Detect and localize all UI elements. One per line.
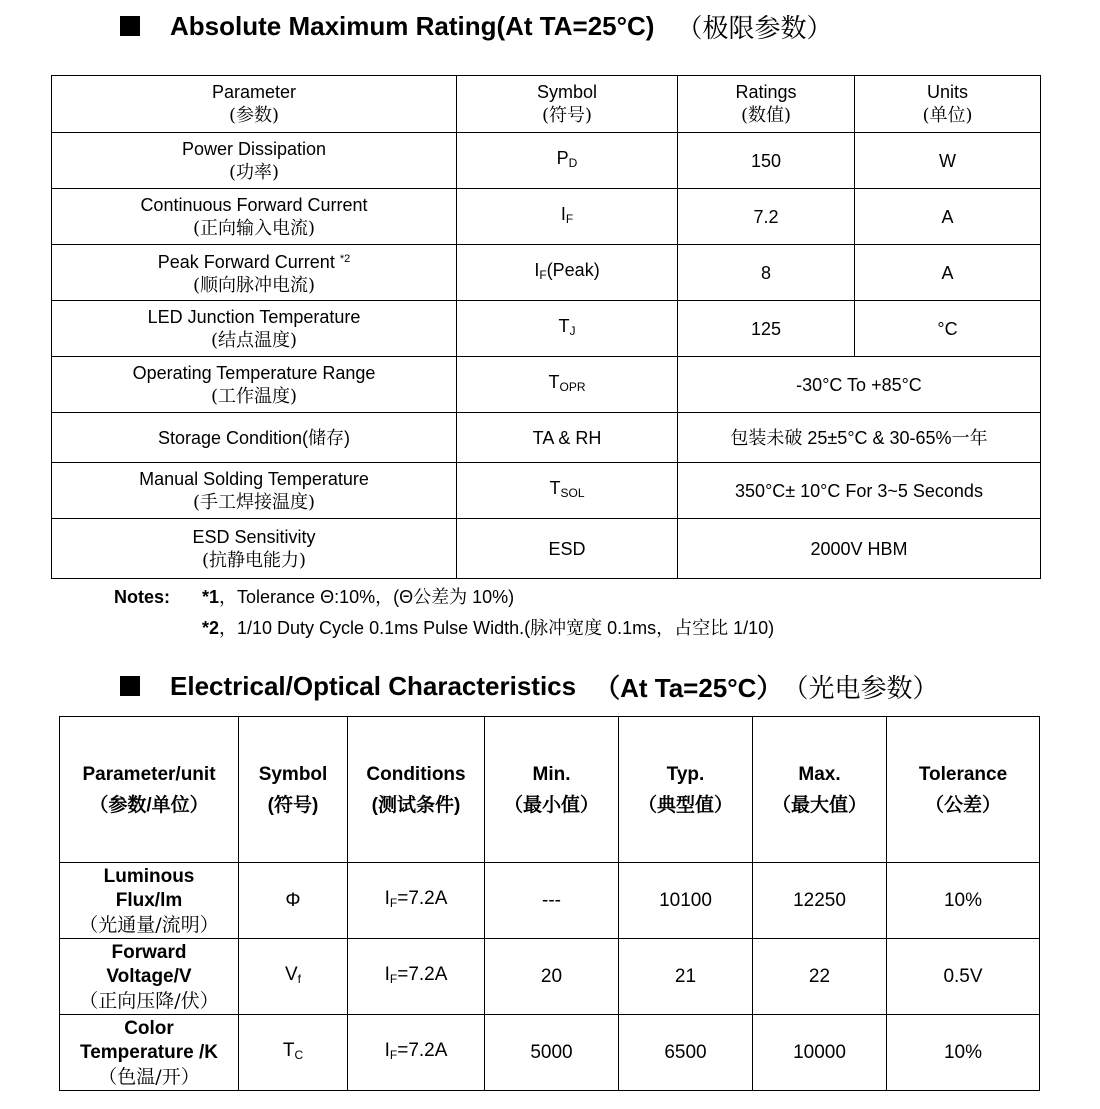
param-en: ESD Sensitivity bbox=[192, 526, 316, 547]
header-en: Parameter bbox=[211, 82, 297, 102]
condition: I bbox=[384, 963, 390, 985]
unit-cell: A bbox=[855, 245, 1041, 301]
header-en: Symbol bbox=[258, 763, 328, 785]
symbol: T bbox=[549, 478, 561, 498]
max-cell: 22 bbox=[753, 939, 887, 1015]
typ-cell: 21 bbox=[619, 939, 753, 1015]
param-cn: （正向压降/伏） bbox=[79, 989, 219, 1012]
param-line-1: Color bbox=[124, 1017, 174, 1039]
table-row bbox=[52, 301, 1041, 357]
unit-cell: W bbox=[855, 133, 1041, 189]
param-cell bbox=[52, 357, 457, 413]
unit-cell: °C bbox=[855, 301, 1041, 357]
param-line-2: Voltage/V bbox=[106, 965, 192, 987]
header-en: Ratings bbox=[735, 82, 797, 102]
section-title: Electrical/Optical Characteristics bbox=[170, 670, 577, 701]
param-en: Storage Condition(储存) bbox=[157, 427, 351, 448]
note-2 bbox=[114, 613, 774, 644]
header-en: Conditions bbox=[366, 763, 466, 785]
condition-sub: F bbox=[389, 971, 398, 986]
param-cell bbox=[52, 245, 457, 301]
param-line-2: Flux/lm bbox=[115, 889, 183, 911]
symbol: T bbox=[282, 1039, 295, 1061]
merged-value-cell: -30°C To +85°C bbox=[678, 357, 1041, 413]
param-cn: (工作温度) bbox=[210, 385, 298, 407]
merged-value-cell: 包装未破 25±5°C & 30-65%一年 bbox=[678, 413, 1041, 463]
note-1-key: *1 bbox=[202, 587, 220, 607]
header-cell bbox=[619, 717, 753, 863]
symbol-sub: J bbox=[569, 324, 576, 338]
header-cell bbox=[348, 717, 485, 863]
symbol-cell: ESD bbox=[457, 519, 678, 579]
tolerance-cell: 0.5V bbox=[887, 939, 1040, 1015]
header-cn: (参数) bbox=[228, 105, 280, 126]
table-row bbox=[52, 519, 1041, 579]
section-title-conditions: （At Ta=25°C） bbox=[594, 672, 783, 703]
symbol-cell: Φ bbox=[239, 863, 348, 939]
param-cn: (手工焊接温度) bbox=[192, 491, 316, 513]
min-cell: 5000 bbox=[485, 1015, 619, 1091]
symbol: T bbox=[548, 372, 560, 392]
header-cn: （最大值） bbox=[771, 794, 867, 816]
param-footnote: *2 bbox=[339, 253, 351, 265]
symbol: T bbox=[558, 316, 570, 336]
symbol-sub: F bbox=[565, 212, 574, 226]
condition-value: =7.2A bbox=[397, 963, 448, 985]
symbol-sub: C bbox=[294, 1047, 304, 1062]
param-cn: (抗静电能力) bbox=[201, 549, 307, 571]
symbol-cell bbox=[239, 1015, 348, 1091]
param-en: Operating Temperature Range bbox=[132, 362, 376, 383]
header-cell bbox=[60, 717, 239, 863]
note-1 bbox=[114, 582, 774, 613]
symbol: P bbox=[556, 148, 569, 168]
merged-value-cell: 2000V HBM bbox=[678, 519, 1041, 579]
header-cn: (符号) bbox=[541, 105, 593, 126]
rating-cell: 125 bbox=[678, 301, 855, 357]
notes bbox=[114, 582, 774, 644]
param-line-1: Luminous bbox=[103, 865, 195, 887]
header-cn: （公差） bbox=[924, 794, 1001, 816]
header-cn: （典型值） bbox=[637, 794, 733, 816]
section-title: Absolute Maximum Rating(At TA=25°C) bbox=[170, 10, 655, 41]
header-en: Units bbox=[926, 82, 968, 102]
header-en: Min. bbox=[532, 763, 571, 785]
symbol-cell bbox=[457, 301, 678, 357]
tolerance-cell: 10% bbox=[887, 863, 1040, 939]
header-cell bbox=[52, 76, 457, 133]
symbol-cell bbox=[457, 133, 678, 189]
param-cn: (功率) bbox=[228, 161, 280, 183]
table-header-row bbox=[52, 76, 1041, 133]
header-cn: (数值) bbox=[740, 105, 792, 126]
square-bullet-icon bbox=[120, 676, 140, 696]
param-line-2: Temperature /K bbox=[80, 1041, 218, 1063]
param-cn: (顺向脉冲电流) bbox=[192, 275, 316, 296]
header-cell bbox=[678, 76, 855, 133]
table-row bbox=[60, 863, 1040, 939]
param-cell bbox=[60, 1015, 239, 1091]
symbol-sub: SOL bbox=[560, 486, 585, 500]
table-row bbox=[52, 189, 1041, 245]
param-cn: （光通量/流明） bbox=[79, 913, 219, 936]
param-cell bbox=[52, 413, 457, 463]
table-row bbox=[52, 413, 1041, 463]
section-title-cn: （光电参数） bbox=[782, 673, 939, 704]
param-cell bbox=[52, 519, 457, 579]
param-cell bbox=[52, 133, 457, 189]
param-en: Continuous Forward Current bbox=[140, 194, 368, 215]
symbol: I bbox=[560, 204, 566, 224]
symbol: V bbox=[284, 963, 298, 985]
condition-cell bbox=[348, 1015, 485, 1091]
header-cell bbox=[239, 717, 348, 863]
condition-sub: F bbox=[389, 1047, 398, 1062]
param-cell bbox=[60, 863, 239, 939]
table-row bbox=[52, 245, 1041, 301]
param-cell bbox=[52, 301, 457, 357]
header-cn: (测试条件) bbox=[371, 794, 461, 816]
header-en: Parameter/unit bbox=[82, 763, 216, 785]
condition-cell bbox=[348, 939, 485, 1015]
symbol-sub: OPR bbox=[559, 380, 586, 394]
header-cell bbox=[753, 717, 887, 863]
symbol-sub: f bbox=[297, 971, 302, 986]
param-en: Power Dissipation bbox=[181, 138, 327, 159]
max-cell: 12250 bbox=[753, 863, 887, 939]
max-cell: 10000 bbox=[753, 1015, 887, 1091]
rating-cell: 150 bbox=[678, 133, 855, 189]
table-row bbox=[52, 133, 1041, 189]
symbol-suffix: (Peak) bbox=[546, 260, 600, 280]
symbol-sub: D bbox=[568, 156, 578, 170]
param-cell bbox=[52, 189, 457, 245]
symbol-cell bbox=[239, 939, 348, 1015]
condition-value: =7.2A bbox=[397, 887, 448, 909]
tolerance-cell: 10% bbox=[887, 1015, 1040, 1091]
merged-value-cell: 350°C± 10°C For 3~5 Seconds bbox=[678, 463, 1041, 519]
header-en: Typ. bbox=[666, 763, 705, 785]
section-heading-electrical bbox=[120, 666, 938, 706]
param-cell bbox=[60, 939, 239, 1015]
rating-cell: 8 bbox=[678, 245, 855, 301]
condition-value: =7.2A bbox=[397, 1039, 448, 1061]
condition-cell bbox=[348, 863, 485, 939]
param-line-1: Forward bbox=[111, 941, 187, 963]
header-cn: （参数/单位） bbox=[89, 794, 209, 816]
electrical-optical-table bbox=[59, 716, 1040, 1091]
condition-sub: F bbox=[389, 895, 398, 910]
param-cn: (正向输入电流) bbox=[192, 217, 316, 239]
absolute-max-rating-table bbox=[51, 75, 1041, 579]
symbol-cell bbox=[457, 245, 678, 301]
min-cell: --- bbox=[485, 863, 619, 939]
symbol-cell bbox=[457, 357, 678, 413]
min-cell: 20 bbox=[485, 939, 619, 1015]
symbol-cell: TA & RH bbox=[457, 413, 678, 463]
param-cell bbox=[52, 463, 457, 519]
section-title-cn: （极限参数） bbox=[676, 13, 833, 44]
table-row bbox=[60, 1015, 1040, 1091]
typ-cell: 10100 bbox=[619, 863, 753, 939]
section-heading-absolute bbox=[120, 6, 832, 46]
unit-cell: A bbox=[855, 189, 1041, 245]
condition: I bbox=[384, 1039, 390, 1061]
header-cell bbox=[485, 717, 619, 863]
square-bullet-icon bbox=[120, 16, 140, 36]
note-1-text: ，Tolerance Θ:10%，(Θ公差为 10%) bbox=[219, 587, 515, 607]
rating-cell: 7.2 bbox=[678, 189, 855, 245]
table-row bbox=[52, 463, 1041, 519]
condition: I bbox=[384, 887, 390, 909]
note-2-text: ，1/10 Duty Cycle 0.1ms Pulse Width.(脉冲宽度 0.1ms，占空比 1/10) bbox=[219, 618, 775, 638]
param-cn: (结点温度) bbox=[210, 329, 298, 351]
header-cn: （最小值） bbox=[503, 794, 599, 816]
param-en: Peak Forward Current bbox=[157, 252, 335, 272]
param-cn: （色温/开） bbox=[98, 1065, 200, 1088]
symbol-cell bbox=[457, 463, 678, 519]
notes-label: Notes: bbox=[114, 587, 171, 607]
header-cn: (单位) bbox=[922, 105, 973, 126]
table-row bbox=[52, 357, 1041, 413]
note-2-key: *2 bbox=[202, 618, 220, 638]
typ-cell: 6500 bbox=[619, 1015, 753, 1091]
symbol: I bbox=[534, 260, 540, 280]
param-en: Manual Solding Temperature bbox=[139, 468, 369, 489]
table-header-row bbox=[60, 717, 1040, 863]
header-cell bbox=[457, 76, 678, 133]
header-en: Symbol bbox=[536, 82, 598, 102]
symbol-cell bbox=[457, 189, 678, 245]
header-en: Tolerance bbox=[918, 763, 1008, 785]
header-en: Max. bbox=[798, 763, 841, 785]
table-row bbox=[60, 939, 1040, 1015]
header-cell bbox=[855, 76, 1041, 133]
header-cell bbox=[887, 717, 1040, 863]
param-en: LED Junction Temperature bbox=[147, 306, 361, 327]
symbol-sub: F bbox=[539, 268, 547, 282]
header-cn: (符号) bbox=[267, 794, 319, 816]
